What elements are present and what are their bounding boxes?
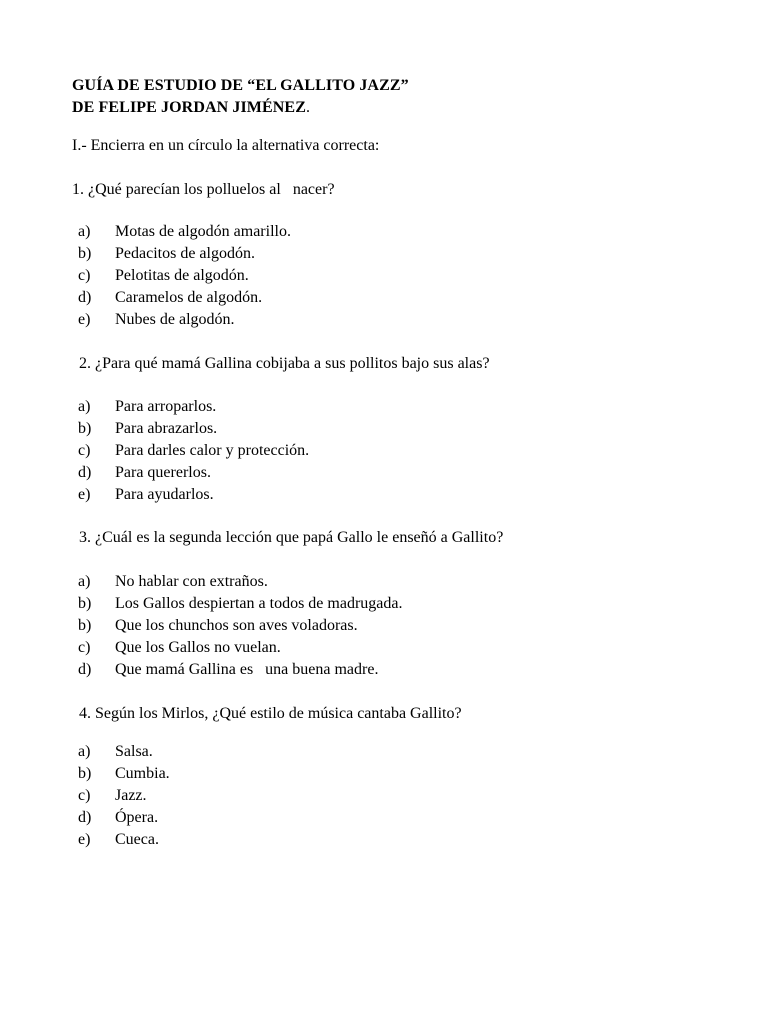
option	[78, 807, 170, 829]
title-line-1: GUÍA DE ESTUDIO DE “EL GALLITO JAZZ”	[72, 77, 409, 94]
option-text: Cueca.	[115, 831, 159, 848]
option	[78, 265, 291, 287]
option-letter: d)	[78, 464, 92, 481]
option-text: Para arroparlos.	[115, 398, 217, 415]
title-line-2	[72, 97, 409, 119]
option-text: Salsa.	[115, 743, 153, 760]
option	[78, 418, 309, 440]
option	[78, 615, 402, 637]
option-text: Jazz.	[115, 787, 147, 804]
question-3-options	[78, 571, 402, 681]
option	[78, 287, 291, 309]
title-line-2-text: DE FELIPE JORDAN JIMÉNEZ	[72, 99, 306, 116]
option-letter: b)	[78, 245, 92, 262]
option-letter: b)	[78, 420, 92, 437]
option-text: Ópera.	[115, 809, 159, 826]
option-text: Para ayudarlos.	[115, 486, 214, 503]
question-4-options	[78, 741, 170, 851]
option-text: Cumbia.	[115, 765, 170, 782]
question-4: 4. Según los Mirlos, ¿Qué estilo de música cantaba Gallito?	[79, 705, 462, 722]
option-letter: c)	[78, 442, 91, 459]
option-letter: a)	[78, 398, 91, 415]
option-text: Caramelos de algodón.	[115, 289, 263, 306]
option-letter: a)	[78, 223, 91, 240]
option	[78, 659, 402, 681]
option-letter: e)	[78, 831, 91, 848]
option-text: Para darles calor y protección.	[115, 442, 310, 459]
option-letter: c)	[78, 267, 91, 284]
option	[78, 637, 402, 659]
option-text: Que mamá Gallina es una buena madre.	[115, 661, 379, 678]
option-letter: b)	[78, 765, 92, 782]
option-letter: c)	[78, 787, 91, 804]
option-letter: d)	[78, 661, 92, 678]
option-letter: b)	[78, 617, 92, 634]
option-letter: a)	[78, 573, 91, 590]
option	[78, 763, 170, 785]
option	[78, 741, 170, 763]
option-text: No hablar con extraños.	[115, 573, 268, 590]
option-letter: d)	[78, 809, 92, 826]
option	[78, 829, 170, 851]
option-letter: e)	[78, 311, 91, 328]
option-letter: a)	[78, 743, 91, 760]
question-2-options	[78, 396, 309, 506]
option-text: Que los chunchos son aves voladoras.	[115, 617, 358, 634]
question-1: 1. ¿Qué parecían los polluelos al nacer?	[72, 181, 335, 198]
option-letter: d)	[78, 289, 92, 306]
instruction-text: I.- Encierra en un círculo la alternativa correcta:	[72, 137, 380, 154]
option-text: Para abrazarlos.	[115, 420, 218, 437]
option	[78, 593, 402, 615]
question-2: 2. ¿Para qué mamá Gallina cobijaba a sus pollitos bajo sus alas?	[79, 355, 490, 372]
option-letter: c)	[78, 639, 91, 656]
option	[78, 462, 309, 484]
option	[78, 440, 309, 462]
document-title	[72, 75, 409, 119]
title-period: .	[305, 99, 311, 116]
question-1-options	[78, 221, 291, 331]
option-letter: e)	[78, 486, 91, 503]
option	[78, 571, 402, 593]
option-text: Pedacitos de algodón.	[115, 245, 255, 262]
option-text: Nubes de algodón.	[115, 311, 235, 328]
question-3: 3. ¿Cuál es la segunda lección que papá Gallo le enseñó a Gallito?	[79, 529, 504, 546]
option	[78, 309, 291, 331]
option-text: Que los Gallos no vuelan.	[115, 639, 281, 656]
option	[78, 221, 291, 243]
option	[78, 396, 309, 418]
option	[78, 484, 309, 506]
option-text: Pelotitas de algodón.	[115, 267, 249, 284]
option-letter: b)	[78, 595, 92, 612]
option-text: Los Gallos despiertan a todos de madrugada.	[115, 595, 403, 612]
option-text: Para quererlos.	[115, 464, 211, 481]
option	[78, 785, 170, 807]
option	[78, 243, 291, 265]
option-text: Motas de algodón amarillo.	[115, 223, 291, 240]
